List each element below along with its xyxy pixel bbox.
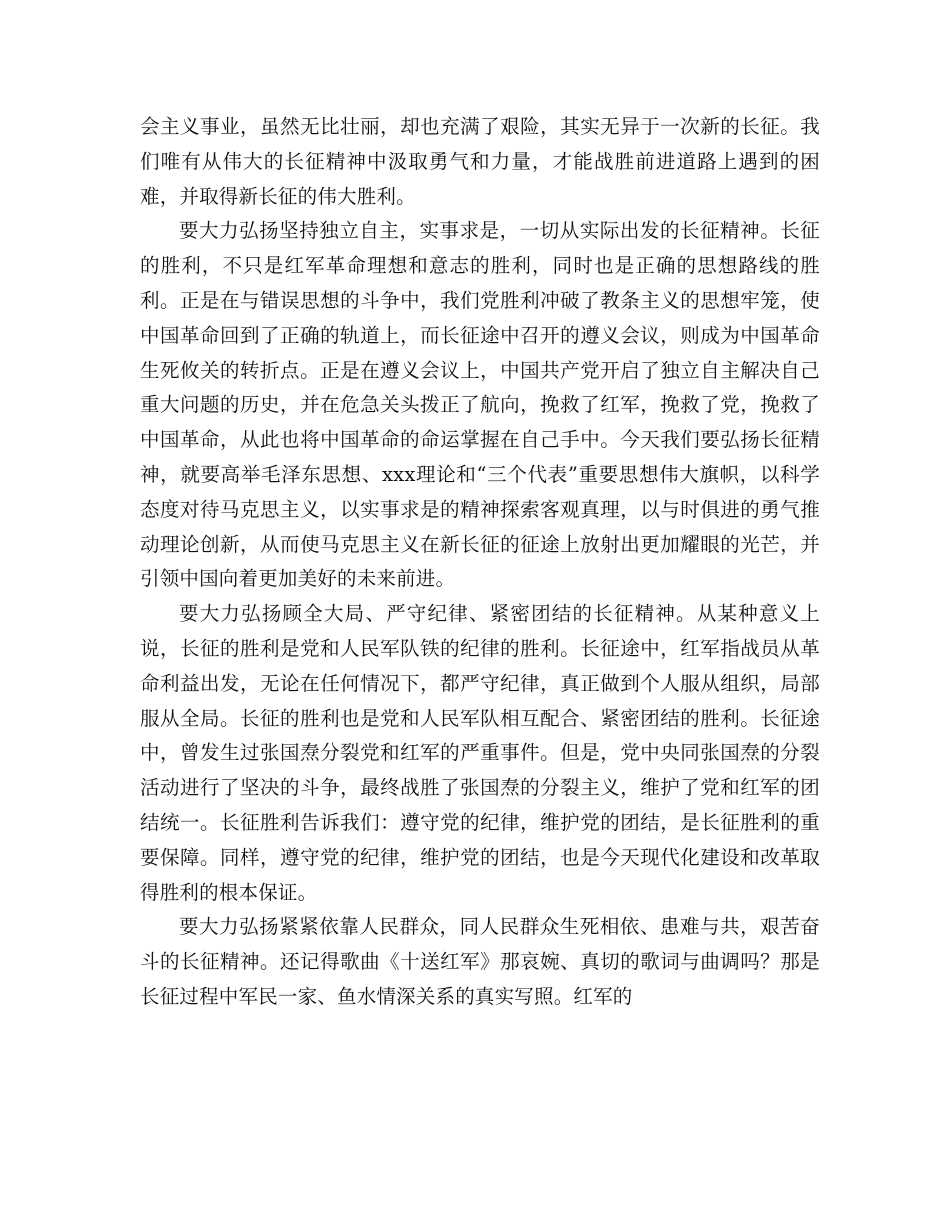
document-page [140,110,820,1015]
paragraph-discipline-spirit: 要大力弘扬顾全大局、严守纪律、紧密团结的长征精神。从某种意义上说，长征的胜利是党和人民军队铁的纪律的胜利。长征途中，红军指战员从革命利益出发，无论在任何情况下，都严守纪律，真正做到个人服从组织，局部服从全局。长征的胜利也是党和人民军队相互配合、紧密团结的胜利。长征途中，曾发生过张国焘分裂党和红军的严重事件。但是，党中央同张国焘的分裂活动进行了坚决的斗争，最终战胜了张国焘的分裂主义，维护了党和红军的团结统一。长征胜利告诉我们：遵守党的纪律，维护党的团结，是长征胜利的重要保障。同样，遵守党的纪律，维护党的团结，也是今天现代化建设和改革取得胜利的根本保证。 [140,602,820,904]
paragraph-people-spirit: 要大力弘扬紧紧依靠人民群众，同人民群众生死相依、患难与共，艰苦奋斗的长征精神。还记得歌曲《十送红军》那哀婉、真切的歌词与曲调吗？那是长征过程中军民一家、鱼水情深关系的真实写照。红军的 [140,915,820,1008]
paragraph-continuation: 会主义事业，虽然无比壮丽，却也充满了艰险，其实无异于一次新的长征。我们唯有从伟大的长征精神中汲取勇气和力量，才能战胜前进道路上遇到的困难，并取得新长征的伟大胜利。 [140,115,820,208]
paragraph-independence-spirit: 要大力弘扬坚持独立自主，实事求是，一切从实际出发的长征精神。长征的胜利，不只是红军革命理想和意志的胜利，同时也是正确的思想路线的胜利。正是在与错误思想的斗争中，我们党胜利冲破了教条主义的思想牢笼，使中国革命回到了正确的轨道上，而长征途中召开的遵义会议，则成为中国革命生死攸关的转折点。正是在遵义会议上，中国共产党开启了独立自主解决自己重大问题的历史，并在危急关头拨正了航向，挽救了红军，挽救了党，挽救了中国革命，从此也将中国革命的命运掌握在自己手中。今天我们要弘扬长征精神，就要高举毛泽东思想、xxx理论和“三个代表”重要思想伟大旗帜，以科学态度对待马克思主义，以实事求是的精神探索客观真理，以与时俱进的勇气推动理论创新，从而使马克思主义在新长征的征途上放射出更加耀眼的光芒，并引领中国向着更加美好的未来前进。 [140,219,820,591]
